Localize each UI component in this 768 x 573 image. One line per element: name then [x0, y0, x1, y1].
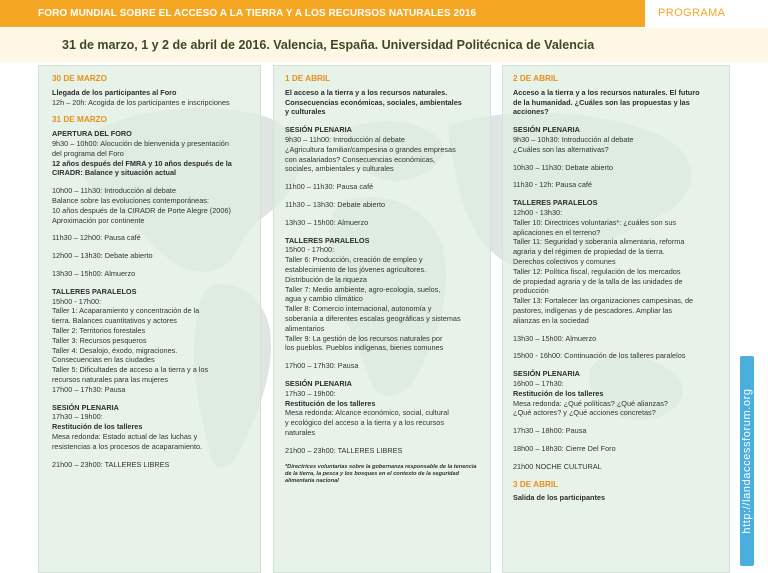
day-theme: Consecuencias económicas, sociales, ambientales	[285, 97, 462, 107]
schedule-item: Restitución de los talleres	[513, 388, 604, 398]
workshop-item: de propiedad agraria y de la talla de las unidades de	[513, 276, 683, 286]
section-opening: APERTURA DEL FORO	[52, 129, 132, 139]
workshop-item: Taller 5: Dificultades de acceso a la tierra y a los	[52, 365, 209, 375]
schedule-item: Restitución de los talleres	[52, 422, 143, 432]
workshop-item: agraria y del régimen de propiedad de la tierra.	[513, 247, 665, 257]
day-heading-1-april: 1 DE ABRIL	[285, 74, 331, 83]
schedule-item: 15h00 - 16h00: Continuación de los talleres paralelos	[513, 351, 686, 361]
day-theme: El acceso a la tierra y a los recursos naturales.	[285, 87, 448, 97]
opening-line: 9h30 – 10h00: Alocución de bienvenida y presentación	[52, 138, 229, 148]
schedule-item: Aproximación por continente	[52, 215, 145, 225]
section-plenary: SESIÓN PLENARIA	[285, 378, 352, 388]
schedule-item: 11h30 – 13h30: Debate abierto	[285, 199, 386, 209]
roundtable-item: Mesa redonda: ¿Qué políticas? ¿Qué alianzas?	[513, 398, 668, 408]
workshop-item: Consecuencias en las ciudades	[52, 355, 155, 365]
day-theme: y culturales	[285, 107, 326, 117]
roundtable-item: ¿Qué actores? y ¿Qué acciones concretas?	[513, 408, 656, 418]
section-workshops: TALLERES PARALELOS	[285, 235, 370, 245]
workshop-item: Taller 3: Recursos pesqueros	[52, 335, 147, 345]
section-workshops: TALLERES PARALELOS	[52, 286, 137, 296]
day-heading-31-march: 31 DE MARZO	[52, 115, 108, 125]
workshop-item: Taller 1: Acaparamiento y concentración de la	[52, 306, 200, 316]
column-april-1	[273, 65, 491, 573]
schedule-item: 12h00 – 13h30: Debate abierto	[52, 251, 153, 261]
workshop-item: recursos naturales para las mujeres	[52, 374, 168, 384]
schedule-item: ¿Cuáles son las alternativas?	[513, 144, 609, 154]
schedule-item: 15h00 - 17h00:	[285, 245, 335, 255]
schedule-item: 17h30 – 19h00:	[52, 412, 103, 422]
section-plenary: SESIÓN PLENARIA	[513, 369, 580, 379]
workshop-item: Taller 9: La gestión de los recursos naturales por	[285, 333, 443, 343]
forum-title: FORO MUNDIAL SOBRE EL ACCESO A LA TIERRA Y A LOS RECURSOS NATURALES 2016	[38, 8, 477, 19]
workshop-item: Taller 8: Comercio internacional, autonomía y	[285, 304, 432, 314]
column-april-2	[502, 65, 730, 573]
schedule-item: 17h30 – 19h00:	[285, 388, 336, 398]
workshop-item: Taller 12: Política fiscal, regulación de los mercados	[513, 266, 681, 276]
workshop-item: Taller 13: Fortalecer las organizaciones campesinas, de	[513, 296, 694, 306]
opening-line: del programa del Foro	[52, 148, 124, 158]
day-theme: acciones?	[513, 107, 549, 117]
workshop-item: Taller 4: Desalojo, éxodo, migraciones.	[52, 345, 178, 355]
arrival-line: 12h – 20h: Acogida de los participantes e inscripciones	[52, 97, 230, 107]
workshop-item: Taller 7: Medio ambiente, agro-ecología, suelos,	[285, 284, 441, 294]
column-march	[38, 65, 261, 573]
schedule-item: 16h00 – 17h30:	[513, 378, 564, 388]
workshop-item: Taller 2: Territorios forestales	[52, 325, 146, 335]
top-bar	[0, 0, 768, 27]
workshop-item: Distribución de la riqueza	[285, 274, 367, 284]
workshop-item: tierra. Balances cuantitativos y actores	[52, 316, 177, 326]
schedule-item: 17h30 – 18h00: Pausa	[513, 426, 587, 436]
schedule-item: Balance sobre las evoluciones contemporáneas:	[52, 195, 209, 205]
schedule-item: 12h00 - 13h30:	[513, 207, 563, 217]
schedule-item: 21h00 – 23h00: TALLERES LIBRES	[285, 445, 403, 455]
schedule-item: 13h30 – 15h00: Almuerzo	[285, 217, 369, 227]
schedule-item: 10 años después de la CIRADR de Porte Alegre (2006)	[52, 205, 231, 215]
workshop-item: Taller 6: Producción, creación de empleo y	[285, 255, 423, 265]
schedule-item: 9h30 – 11h00: Introducción al debate	[285, 134, 405, 144]
schedule-item: 21h00 – 23h00: TALLERES LIBRES	[52, 459, 170, 469]
workshop-item: alianzas en la sociedad	[513, 315, 589, 325]
schedule-item: 11h30 - 12h: Pausa café	[513, 180, 592, 190]
event-dates-location: 31 de marzo, 1 y 2 de abril de 2016. Valencia, España. Universidad Politécnica de Valencia	[62, 38, 595, 52]
schedule-item: 10h30 – 11h30: Debate abierto	[513, 162, 614, 172]
schedule-item: 10h00 – 11h30: Introducción al debate	[52, 186, 177, 196]
workshop-item: alimentarios	[285, 323, 325, 333]
workshop-item: Taller 10: Directrices voluntarias*: ¿cuáles son sus	[513, 217, 677, 227]
section-plenary: SESIÓN PLENARIA	[52, 402, 119, 412]
roundtable-item: naturales	[285, 427, 316, 437]
workshop-item: producción	[513, 286, 549, 296]
website-url[interactable]: http://landaccessforum.org	[741, 388, 753, 534]
schedule-item: 21h00 NOCHE CULTURAL	[513, 461, 602, 471]
schedule-item: Restitución de los talleres	[285, 398, 376, 408]
schedule-item: 13h30 – 15h00: Almuerzo	[513, 333, 597, 343]
section-plenary: SESIÓN PLENARIA	[285, 125, 352, 135]
workshop-item: Taller 11: Seguridad y soberanía alimentaria, reforma	[513, 237, 685, 247]
day-heading-2-april: 2 DE ABRIL	[513, 74, 559, 83]
workshop-item: agua y cambio climático	[285, 294, 363, 304]
schedule-item: 15h00 - 17h00:	[52, 296, 102, 306]
workshop-item: aplicaciones en el terreno?	[513, 227, 601, 237]
opening-theme: CIRADR: Balance y situación actual	[52, 168, 177, 178]
day-theme: Acceso a la tierra y a los recursos naturales. El futuro	[513, 87, 700, 97]
footnote: *Directrices voluntarias sobre la gobernanza responsable de la tenencia de la tierra, la pesca y los bosques en el contexto de la seguridad alimentaria nacional	[285, 463, 477, 484]
schedule-item: 17h00 – 17h30: Pausa	[52, 384, 126, 394]
schedule-item: 18h00 – 18h30: Cierre Del Foro	[513, 443, 616, 453]
workshop-item: Derechos colectivos y comunes	[513, 256, 616, 266]
schedule-item: 11h30 – 12h00: Pausa café	[52, 233, 141, 243]
workshop-item: los pueblos. Pueblos indígenas, bienes comunes	[285, 343, 444, 353]
schedule-item: ¿Agricultura familiar/campesina o grandes empresas	[285, 144, 456, 154]
schedule-item: 11h00 – 11h30: Pausa café	[285, 182, 374, 192]
opening-theme: 12 años después del FMRA y 10 años después de la	[52, 158, 232, 168]
departure-item: Salida de los participantes	[513, 493, 606, 503]
roundtable-item: resistencias a los procesos de acaparamiento.	[52, 441, 203, 451]
roundtable-item: y ecológico del acceso a la tierra y a los recursos	[285, 418, 444, 428]
schedule-item: 17h00 – 17h30: Pausa	[285, 361, 359, 371]
schedule-item: sociales, ambientales y culturales	[285, 164, 394, 174]
roundtable-item: Mesa redonda: Estado actual de las luchas y	[52, 431, 198, 441]
section-plenary: SESIÓN PLENARIA	[513, 125, 580, 135]
workshop-item: establecimiento de los jóvenes agricultores.	[285, 264, 427, 274]
schedule-item: 9h30 – 10h30: Introducción al debate	[513, 134, 634, 144]
program-label: PROGRAMA	[658, 7, 726, 19]
schedule-item: 13h30 – 15h00: Almuerzo	[52, 268, 136, 278]
day-heading-3-april: 3 DE ABRIL	[513, 479, 559, 489]
schedule-item: con asalariados? Consecuencias económicas,	[285, 154, 436, 164]
arrival-title: Llegada de los participantes al Foro	[52, 87, 177, 97]
day-heading-30-march: 30 DE MARZO	[52, 74, 108, 83]
section-workshops: TALLERES PARALELOS	[513, 198, 598, 208]
subtitle-row	[0, 28, 768, 62]
workshop-item: pastores, indígenas y de pescadores. Ampliar las	[513, 305, 672, 315]
day-theme: de la humanidad. ¿Cuáles son las propuestas y las	[513, 97, 690, 107]
roundtable-item: Mesa redonda: Alcance económico, social, cultural	[285, 408, 449, 418]
workshop-item: soberanía a diferentes escalas geográficas y sistemas	[285, 313, 461, 323]
